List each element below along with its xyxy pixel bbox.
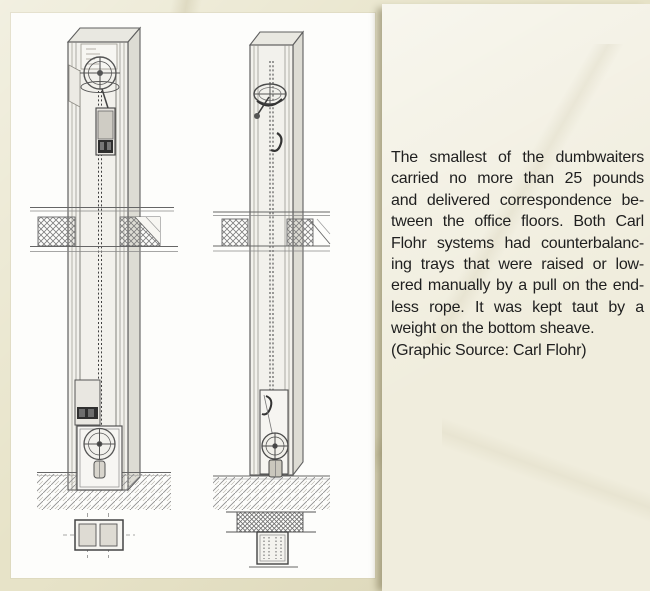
carrier-tray-lower [75,380,100,425]
caption-line: Flohr systems had counterbalanc- [391,234,644,252]
caption-line: The smallest of the dumbwaiters [391,149,644,166]
caption-panel [382,4,650,591]
bottom-sheave-box-right [260,390,288,477]
ground-hatch-right [213,476,330,510]
caption-line: and delivered correspondence be- [391,191,644,209]
dumbwaiter-drawing-right [213,32,330,567]
caption-line: weight on the bottom sheave. [391,320,595,338]
bottom-sheave-box [77,426,122,490]
open-door-flap [69,65,80,107]
caption-line: carried no more than 25 pounds [391,170,644,188]
plan-section-left [63,513,135,558]
caption-line: tween the office floors. Both Carl [391,213,644,231]
dumbwaiter-drawing-left [30,28,178,558]
masonry-band [226,512,316,532]
caption-line: ered manually by a pull on the end- [391,277,644,295]
caption-line: less rope. It was kept taut by a [391,298,644,316]
dumbwaiter-figure [11,13,375,578]
figure-panel [11,13,375,578]
caption-source-line: (Graphic Source: Carl Flohr) [391,341,587,359]
bottom-sheave [262,433,288,459]
bottom-sheave [84,429,115,460]
caption-line: ing trays that were raised or low- [391,256,644,274]
plan-section-right [249,532,298,567]
caption-text [391,147,644,361]
carrier-tray-upper [96,108,115,155]
